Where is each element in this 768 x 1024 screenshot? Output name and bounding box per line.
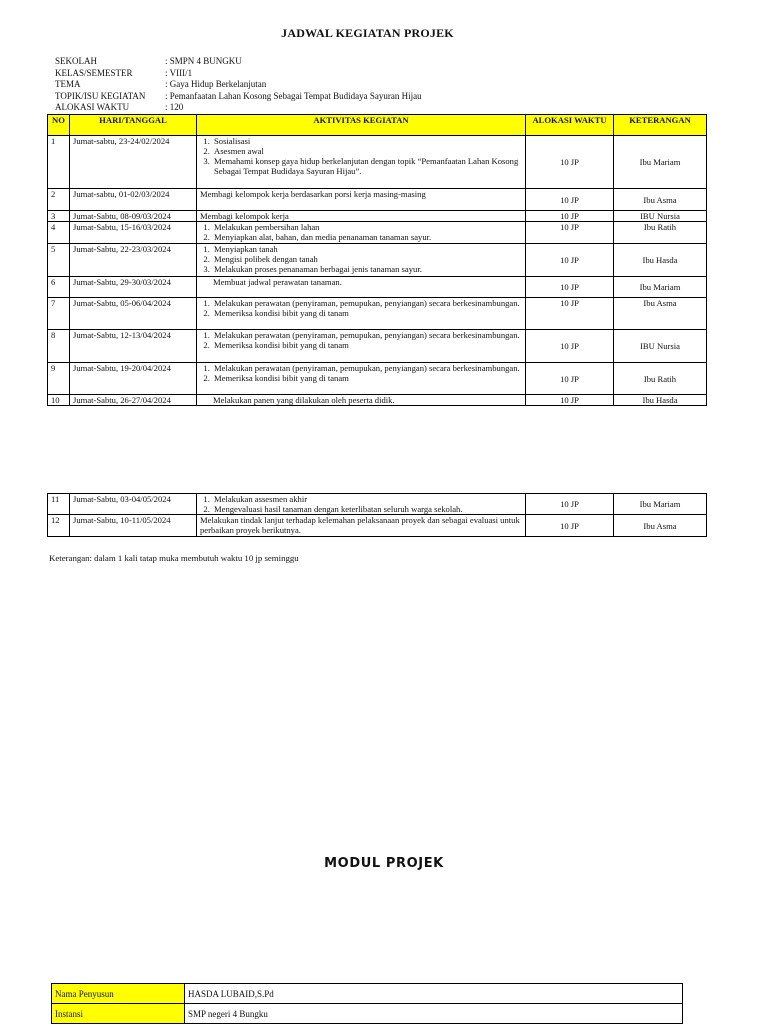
activity-list [200, 363, 522, 383]
cell-date: Jumat-Sabtu, 19-20/04/2024 [70, 363, 197, 395]
activity-item: 2. Asesmen awal [212, 146, 522, 156]
header-note: KETERANGAN [614, 115, 707, 136]
cell-allocation: 10 JP [526, 298, 614, 330]
cell-allocation: 10 JP [526, 222, 614, 244]
cell-activity: Membuat jadwal perawatan tanaman. [197, 277, 526, 298]
cell-activity: Melakukan tindak lanjut terhadap kelemahan pelaksanaan proyek dan sebagai evaluasi untuk perbaikan proyek berikutnya. [197, 515, 526, 537]
activity-item: 1. Melakukan pembersihan lahan [212, 222, 522, 232]
module-info-value: SMP negeri 4 Bungku [185, 1004, 683, 1024]
cell-no: 11 [48, 494, 70, 515]
cell-teacher: Ibu Ratih [614, 363, 707, 395]
cell-activity: Membagi kelompok kerja berdasarkan porsi kerja masing-masing [197, 189, 526, 211]
footnote: Keterangan: dalam 1 kali tatap muka membutuh waktu 10 jp seminggu [49, 553, 299, 563]
activity-item: 2. Memeriksa kondisi bibit yang di tanam [212, 308, 522, 318]
table-row [48, 211, 707, 222]
info-row-topic [55, 91, 422, 103]
cell-allocation: 10 JP [526, 363, 614, 395]
table-row [48, 277, 707, 298]
info-value: : 120 [165, 102, 184, 113]
cell-teacher: Ibu Asma [614, 515, 707, 537]
cell-activity: Membagi kelompok kerja [197, 211, 526, 222]
activity-item: 1. Menyiapkan tanah [212, 244, 522, 254]
info-value: : Pemanfaatan Lahan Kosong Sebagai Tempat Budidaya Sayuran Hijau [165, 90, 422, 101]
activity-item: 2. Menyiapkan alat, bahan, dan media penanaman tanaman sayur. [212, 232, 522, 242]
module-info-row [52, 1004, 683, 1024]
info-value: : VIII/1 [165, 67, 193, 78]
table-row [48, 363, 707, 395]
cell-date: Jumat-Sabtu, 08-09/03/2024 [70, 211, 197, 222]
cell-activity: Melakukan panen yang dilakukan oleh peserta didik. [197, 395, 526, 406]
cell-no: 1 [48, 136, 70, 189]
cell-teacher: Ibu Asma [614, 189, 707, 211]
activity-item: 1. Melakukan perawatan (penyiraman, pemupukan, penyiangan) secara berkesinambungan. [212, 330, 522, 340]
cell-date: Jumat-Sabtu, 05-06/04/2024 [70, 298, 197, 330]
info-label: KELAS/SEMESTER [55, 67, 133, 78]
header-allocation: ALOKASI WAKTU [526, 115, 614, 136]
cell-no: 9 [48, 363, 70, 395]
header-date: HARI/TANGGAL [70, 115, 197, 136]
info-row-school [55, 56, 422, 68]
cell-no: 2 [48, 189, 70, 211]
info-label: ALOKASI WAKTU [55, 102, 130, 113]
cell-allocation: 10 JP [526, 515, 614, 537]
cell-teacher: Ibu Hasda [614, 395, 707, 406]
activity-item: 1. Melakukan assesmen akhir [212, 494, 522, 504]
cell-allocation: 10 JP [526, 189, 614, 211]
cell-date: Jumat-Sabtu, 26-27/04/2024 [70, 395, 197, 406]
cell-activity [197, 244, 526, 277]
info-value: : Gaya Hidup Berkelanjutan [165, 79, 267, 90]
cell-allocation: 10 JP [526, 330, 614, 363]
table-row [48, 222, 707, 244]
activity-item: 2. Mengevaluasi hasil tanaman dengan keterlibatan seluruh warga sekolah. [212, 504, 522, 514]
module-info-table [51, 983, 683, 1024]
activity-item: 2. Mengisi polibek dengan tanah [212, 254, 522, 264]
activity-item: 1. Melakukan perawatan (penyiraman, pemupukan, penyiangan) secara berkesinambungan. [212, 363, 522, 373]
cell-allocation: 10 JP [526, 244, 614, 277]
cell-no: 7 [48, 298, 70, 330]
cell-teacher: Ibu Hasda [614, 244, 707, 277]
cell-activity [197, 494, 526, 515]
cell-no: 10 [48, 395, 70, 406]
activity-item: 1. Melakukan perawatan (penyiraman, pemupukan, penyiangan) secara berkesinambungan. [212, 298, 522, 308]
cell-date: Jumat-sabtu, 23-24/02/2024 [70, 136, 197, 189]
cell-date: Jumat-Sabtu, 22-23/03/2024 [70, 244, 197, 277]
cell-activity [197, 330, 526, 363]
cell-allocation: 10 JP [526, 277, 614, 298]
project-info [55, 56, 422, 114]
info-value: : SMPN 4 BUNGKU [165, 56, 242, 66]
cell-teacher: Ibu Mariam [614, 494, 707, 515]
cell-teacher: Ibu Mariam [614, 277, 707, 298]
activity-item: 2. Memeriksa kondisi bibit yang di tanam [212, 340, 522, 350]
cell-allocation: 10 JP [526, 211, 614, 222]
cell-date: Jumat-Sabtu, 12-13/04/2024 [70, 330, 197, 363]
module-info-label: Nama Penyusun [52, 984, 185, 1004]
table-row [48, 330, 707, 363]
activity-list [200, 494, 522, 514]
cell-no: 5 [48, 244, 70, 277]
cell-no: 6 [48, 277, 70, 298]
info-row-time [55, 102, 422, 114]
table-row [48, 136, 707, 189]
info-row-theme [55, 79, 422, 91]
info-row-class [55, 68, 422, 80]
info-label: SEKOLAH [55, 56, 97, 66]
table-row [48, 244, 707, 277]
cell-date: Jumat-Sabtu, 29-30/03/2024 [70, 277, 197, 298]
info-label: TOPIK/ISU KEGIATAN [55, 90, 146, 101]
cell-activity [197, 136, 526, 189]
cell-no: 4 [48, 222, 70, 244]
activity-item: 3. Melakukan proses penanaman berbagai jenis tanaman sayur. [212, 264, 522, 274]
cell-activity [197, 363, 526, 395]
activity-item: 3. Memahami konsep gaya hidup berkelanjutan dengan topik “Pemanfaatan Lahan Kosong Sebagai Tempat Budidaya Sayuran Hijau”. [212, 156, 522, 176]
module-info-value: HASDA LUBAID,S.Pd [185, 984, 683, 1004]
cell-teacher: IBU Nursia [614, 330, 707, 363]
module-info-row [52, 984, 683, 1004]
table-row [48, 494, 707, 515]
module-title: MODUL PROJEK [324, 856, 444, 871]
cell-activity [197, 298, 526, 330]
table-row [48, 189, 707, 211]
cell-allocation: 10 JP [526, 136, 614, 189]
activity-list [200, 222, 522, 242]
header-no: NO [48, 115, 70, 136]
table-row [48, 515, 707, 537]
activity-list [200, 330, 522, 350]
cell-teacher: IBU Nursia [614, 211, 707, 222]
module-info-label: Instansi [52, 1004, 185, 1024]
cell-teacher: Ibu Mariam [614, 136, 707, 189]
cell-no: 3 [48, 211, 70, 222]
page-title: JADWAL KEGIATAN PROJEK [281, 26, 454, 40]
cell-activity [197, 222, 526, 244]
schedule-table [47, 114, 707, 406]
cell-date: Jumat-Sabtu, 15-16/03/2024 [70, 222, 197, 244]
activity-list [200, 244, 522, 274]
cell-no: 8 [48, 330, 70, 363]
cell-allocation: 10 JP [526, 395, 614, 406]
table-row [48, 395, 707, 406]
cell-teacher: Ibu Asma [614, 298, 707, 330]
activity-item: 1. Sosialisasi [212, 136, 522, 146]
activity-item: 2. Memeriksa kondisi bibit yang di tanam [212, 373, 522, 383]
cell-date: Jumat-Sabtu, 03-04/05/2024 [70, 494, 197, 515]
activity-list [200, 136, 522, 176]
cell-allocation: 10 JP [526, 494, 614, 515]
table-header-row [48, 115, 707, 136]
cell-no: 12 [48, 515, 70, 537]
activity-list [200, 298, 522, 318]
header-activity: AKTIVITAS KEGIATAN [197, 115, 526, 136]
info-label: TEMA [55, 79, 81, 90]
cell-date: Jumat-sabtu, 01-02/03/2024 [70, 189, 197, 211]
cell-teacher: Ibu Ratih [614, 222, 707, 244]
schedule-table-continued [47, 493, 707, 537]
cell-date: Jumat-Sabtu, 10-11/05/2024 [70, 515, 197, 537]
table-row [48, 298, 707, 330]
